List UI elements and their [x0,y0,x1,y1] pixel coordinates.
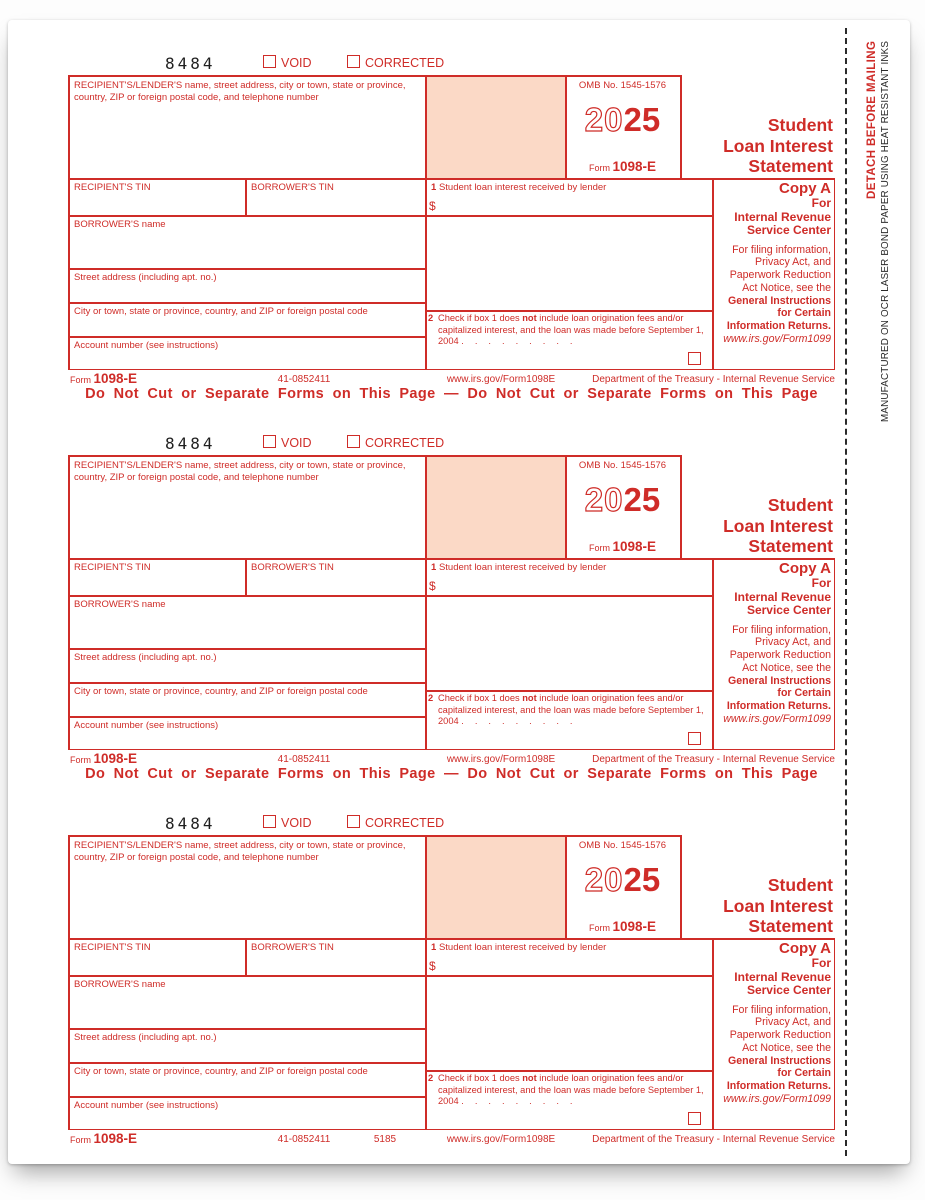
dot-leaders: ......... [461,1096,584,1107]
tax-year-suffix: 25 [623,101,661,138]
footer-form-number: Form 1098-E [70,1131,138,1146]
filing-notice: For filing information, Privacy Act, and Paperwork Reduction Act Notice, see the General Instructions for Certain Information Returns. www.irs.gov/Form1099 [712,244,831,346]
grid-line [68,302,425,304]
void-label: VOID [281,436,312,450]
form-id: Form 1098-E [588,919,657,934]
form-sheet [8,20,910,1164]
void-checkbox[interactable] [263,435,276,448]
grid-line [68,595,713,597]
lender-info-field[interactable]: RECIPIENT'S/LENDER'S name, street address, city or town, state or province, country, ZIP or foreign postal code, and telephone number [74,80,406,103]
lender-info-field[interactable]: RECIPIENT'S/LENDER'S name, street address, city or town, state or province, country, ZIP or foreign postal code, and telephone number [74,840,406,863]
detach-before-mailing-text: DETACH BEFORE MAILING [866,40,878,199]
irs-form-url: www.irs.gov/Form1098E [446,754,556,765]
street-address-field[interactable]: Street address (including apt. no.) [74,1032,217,1043]
irs-form-url: www.irs.gov/Form1098E [446,1134,556,1145]
grid-line [68,682,425,684]
form-header [68,433,835,455]
recipient-tin-field[interactable]: RECIPIENT'S TIN [74,182,151,193]
city-state-zip-field[interactable]: City or town, state or province, country, and ZIP or foreign postal code [74,306,368,317]
tax-year-suffix: 25 [623,481,661,518]
manufactured-notice-text: MANUFACTURED ON OCR LASER BOND PAPER USING HEAT RESISTANT INKS [880,40,891,422]
grid-line [245,938,247,975]
copy-a-column: Copy A For Internal Revenue Service Center For filing information, Privacy Act, and Paperwork Reduction Act Notice, see the General Instructions for Certain Information Returns. www.irs.gov/Form1099 [712,558,835,750]
grid-line [68,648,425,650]
grid-line [68,215,713,217]
box2-statement: 2 Check if box 1 does not include loan origination fees and/or capitalized interest, and the loan was made before September 1, 2004 ......... [425,310,712,370]
street-address-field[interactable]: Street address (including apt. no.) [74,652,217,663]
account-number-field[interactable]: Account number (see instructions) [74,720,219,731]
form-code-8484: 8484 [165,814,216,833]
form-1098e [68,53,835,405]
box2-number: 2 [428,693,434,703]
street-address-field[interactable]: Street address (including apt. no.) [74,272,217,283]
box1-amount-field[interactable] [425,938,712,975]
form-id: Form 1098-E [588,159,657,174]
box2-checkbox[interactable] [688,352,701,365]
form-code-8484: 8484 [165,54,216,73]
grid-line [68,75,70,370]
treasury-label: Department of the Treasury - Internal Revenue Service [592,374,835,385]
do-not-cut-notice: Do Not Cut or Separate Forms on This Page — Do Not Cut or Separate Forms on This Page [85,386,818,402]
printer-code: 5185 [373,1134,397,1145]
omb-number: OMB No. 1545-1576 [578,460,667,471]
tax-year-prefix: 20 [584,861,624,898]
grid-line [68,1096,425,1098]
copy-a-label: Copy A [779,180,831,197]
form-header [68,813,835,835]
form-footer [68,1132,835,1146]
form-1098e [68,813,835,1165]
treasury-label: Department of the Treasury - Internal Revenue Service [592,754,835,765]
irs-1099-url: www.irs.gov/Form1099 [723,713,831,726]
box2-number: 2 [428,1073,434,1083]
form-footer [68,752,835,766]
box2-statement: 2 Check if box 1 does not include loan origination fees and/or capitalized interest, and the loan was made before September 1, 2004 ......... [425,690,712,750]
dot-leaders: ......... [461,716,584,727]
void-label: VOID [281,816,312,830]
tax-year-prefix: 20 [584,101,624,138]
grid-line [245,558,247,595]
borrower-tin-field[interactable]: BORROWER'S TIN [251,942,334,953]
form-grid [68,75,835,370]
box1-label: 1 Student loan interest received by lender [431,562,607,573]
void-label: VOID [281,56,312,70]
cat-number: 41-0852411 [277,754,331,765]
perforation-dashed-line [845,28,847,1156]
recipient-tin-field[interactable]: RECIPIENT'S TIN [74,562,151,573]
borrower-name-field[interactable]: BORROWER'S name [74,599,166,610]
void-checkbox[interactable] [263,815,276,828]
grid-line [68,1062,425,1064]
copy-a-label: Copy A [779,560,831,577]
city-state-zip-field[interactable]: City or town, state or province, country, and ZIP or foreign postal code [74,1066,368,1077]
form-title: Student Loan Interest Statement [723,875,833,936]
dollar-sign: $ [429,199,436,213]
tax-year-suffix: 25 [623,861,661,898]
borrower-name-field[interactable]: BORROWER'S name [74,219,166,230]
form-title: Student Loan Interest Statement [723,115,833,176]
borrower-tin-field[interactable]: BORROWER'S TIN [251,182,334,193]
grid-line [68,268,425,270]
corrected-checkbox[interactable] [347,815,360,828]
grid-line [68,1028,425,1030]
treasury-label: Department of the Treasury - Internal Revenue Service [592,1134,835,1145]
corrected-label: CORRECTED [365,56,445,70]
footer-form-number: Form 1098-E [70,371,138,386]
grid-line [245,178,247,215]
omb-number: OMB No. 1545-1576 [578,840,667,851]
cat-number: 41-0852411 [277,374,331,385]
form-grid [68,455,835,750]
filing-notice: For filing information, Privacy Act, and Paperwork Reduction Act Notice, see the General Instructions for Certain Information Returns. www.irs.gov/Form1099 [712,1004,831,1106]
box1-label: 1 Student loan interest received by lender [431,942,607,953]
copy-a-label: Copy A [779,940,831,957]
recipient-tin-field[interactable]: RECIPIENT'S TIN [74,942,151,953]
form-title: Student Loan Interest Statement [723,495,833,556]
box2-checkbox[interactable] [688,1112,701,1125]
form-1098e [68,433,835,785]
footer-form-number: Form 1098-E [70,751,138,766]
tax-year-prefix: 20 [584,481,624,518]
grid-line [68,716,425,718]
borrower-name-field[interactable]: BORROWER'S name [74,979,166,990]
copy-a-column: Copy A For Internal Revenue Service Center For filing information, Privacy Act, and Paperwork Reduction Act Notice, see the General Instructions for Certain Information Returns. www.irs.gov/Form1099 [712,178,835,370]
corrected-label: CORRECTED [365,816,445,830]
form-grid [68,835,835,1130]
dot-leaders: ......... [461,336,584,347]
irs-form-url: www.irs.gov/Form1098E [446,374,556,385]
city-state-zip-field[interactable]: City or town, state or province, country, and ZIP or foreign postal code [74,686,368,697]
form-code-8484: 8484 [165,434,216,453]
box2-statement: 2 Check if box 1 does not include loan origination fees and/or capitalized interest, and the loan was made before September 1, 2004 ......... [425,1070,712,1130]
corrected-label: CORRECTED [365,436,445,450]
grid-line [68,835,70,1130]
form-header [68,53,835,75]
borrower-tin-field[interactable]: BORROWER'S TIN [251,562,334,573]
void-checkbox[interactable] [263,55,276,68]
corrected-checkbox[interactable] [347,55,360,68]
account-number-field[interactable]: Account number (see instructions) [74,340,219,351]
dollar-sign: $ [429,579,436,593]
form-id: Form 1098-E [588,539,657,554]
box1-label: 1 Student loan interest received by lender [431,182,607,193]
filing-notice: For filing information, Privacy Act, and Paperwork Reduction Act Notice, see the General Instructions for Certain Information Returns. www.irs.gov/Form1099 [712,624,831,726]
cat-number: 41-0852411 [277,1134,331,1145]
copy-a-column: Copy A For Internal Revenue Service Center For filing information, Privacy Act, and Paperwork Reduction Act Notice, see the General Instructions for Certain Information Returns. www.irs.gov/Form1099 [712,938,835,1130]
grid-line [68,455,70,750]
grid-line [68,336,425,338]
box2-number: 2 [428,313,434,323]
box2-checkbox[interactable] [688,732,701,745]
box1-amount-field[interactable] [425,558,712,595]
omb-number: OMB No. 1545-1576 [578,80,667,91]
do-not-cut-notice: Do Not Cut or Separate Forms on This Page — Do Not Cut or Separate Forms on This Page [85,766,818,782]
irs-1099-url: www.irs.gov/Form1099 [723,1093,831,1106]
account-number-field[interactable]: Account number (see instructions) [74,1100,219,1111]
corrected-checkbox[interactable] [347,435,360,448]
irs-1099-url: www.irs.gov/Form1099 [723,333,831,346]
form-footer [68,372,835,386]
box1-amount-field[interactable] [425,178,712,215]
grid-line [68,975,713,977]
lender-info-field[interactable]: RECIPIENT'S/LENDER'S name, street address, city or town, state or province, country, ZIP or foreign postal code, and telephone number [74,460,406,483]
dollar-sign: $ [429,959,436,973]
